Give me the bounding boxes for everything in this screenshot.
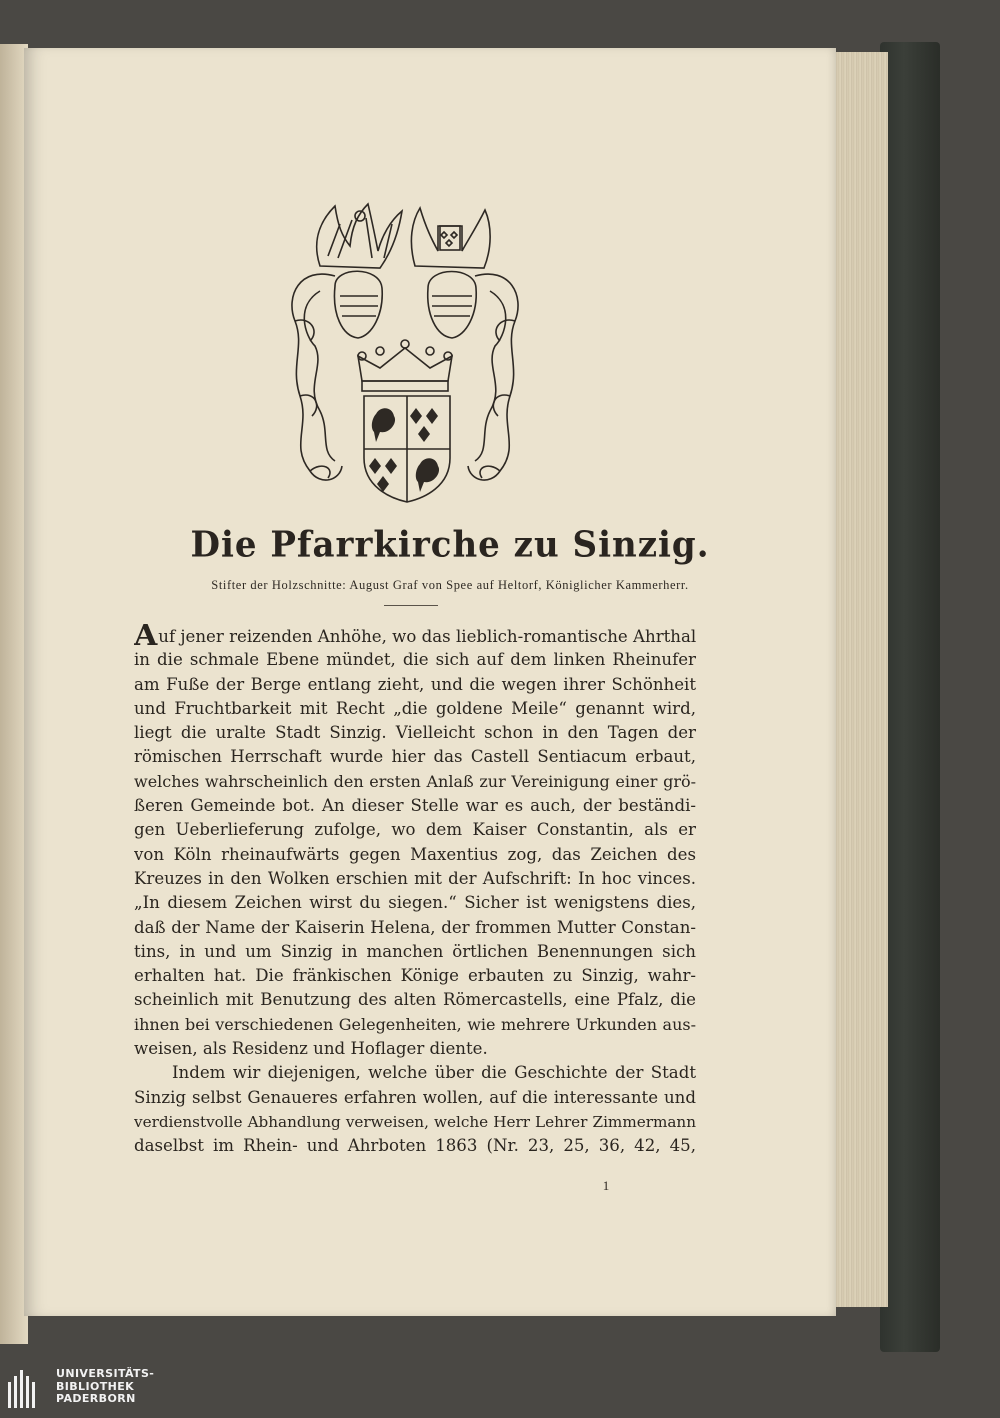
page-title: Die Pfarrkirche zu Sinzig.: [190, 524, 710, 566]
text-line: „In diesem Zeichen wirst du siegen.“ Sicher ist wenigstens dies,: [134, 893, 696, 913]
text-line: gen Ueberlieferung zufolge, wo dem Kaiser Constantin, als er: [134, 820, 696, 840]
text-line: Sinzig selbst Genaueres erfahren wollen, auf die interessante und: [134, 1087, 696, 1107]
text-line: am Fuße der Berge entlang zieht, und die wegen ihrer Schönheit: [134, 674, 696, 694]
text-line: von Köln rheinaufwärts gegen Maxentius zog, das Zeichen des: [134, 844, 696, 864]
page-number: 1: [602, 1178, 610, 1193]
text-line: welches wahrscheinlich den ersten Anlaß zur Vereinigung einer grö-: [134, 771, 696, 791]
text-line: weisen, als Residenz und Hoflager diente.: [134, 1039, 488, 1059]
library-name-line: UNIVERSITÄTS-: [56, 1367, 155, 1380]
book-cover: [880, 42, 940, 1352]
library-logo-icon: [6, 1368, 46, 1410]
drop-cap: A: [134, 624, 158, 649]
text-line: daß der Name der Kaiserin Helena, der frommen Mutter Constan-: [134, 917, 696, 937]
text-line: scheinlich mit Benutzung des alten Römercastells, eine Pfalz, die: [134, 990, 696, 1010]
title-divider: [384, 605, 438, 606]
text-line: römischen Herrschaft wurde hier das Castell Sentiacum erbaut,: [134, 747, 696, 767]
text-line: und Fruchtbarkeit mit Recht „die goldene Meile“ genannt wird,: [134, 698, 696, 718]
body-text: [134, 624, 696, 1159]
coat-of-arms-icon: [280, 196, 530, 506]
text-line: daselbst im Rhein- und Ahrboten 1863 (Nr. 23, 25, 36, 42, 45,: [134, 1136, 696, 1156]
text-line: ßeren Gemeinde bot. An dieser Stelle war es auch, der beständi-: [134, 796, 696, 816]
library-logo: [6, 1366, 226, 1410]
library-name-line: PADERBORN: [56, 1392, 136, 1405]
library-name: [56, 1368, 226, 1406]
text-line: uf jener reizenden Anhöhe, wo das lieblich-romantische Ahrthal: [158, 627, 696, 646]
text-line: tins, in und um Sinzig in manchen örtlichen Benennungen sich: [134, 941, 696, 961]
first-line: [134, 624, 696, 648]
text-line: Kreuzes in den Wolken erschien mit der Aufschrift: In hoc vinces.: [134, 868, 696, 888]
text-line: in die schmale Ebene mündet, die sich auf dem linken Rheinufer: [134, 650, 696, 670]
text-line: verdienstvolle Abhandlung verweisen, welche Herr Lehrer Zimmermann: [134, 1112, 696, 1131]
text-line: ihnen bei verschiedenen Gelegenheiten, wie mehrere Urkunden aus-: [134, 1014, 696, 1034]
woodcut-credit: Stifter der Holzschnitte: August Graf von Spee auf Heltorf, Königlicher Kammerherr.: [211, 578, 689, 592]
library-name-line: BIBLIOTHEK: [56, 1379, 135, 1393]
text-line: Indem wir diejenigen, welche über die Geschichte der Stadt: [172, 1063, 696, 1083]
page-edges: [832, 52, 888, 1307]
text-line: erhalten hat. Die fränkischen Könige erbauten zu Sinzig, wahr-: [134, 966, 696, 986]
text-line: liegt die uralte Stadt Sinzig. Vielleicht schon in den Tagen der: [134, 723, 696, 743]
